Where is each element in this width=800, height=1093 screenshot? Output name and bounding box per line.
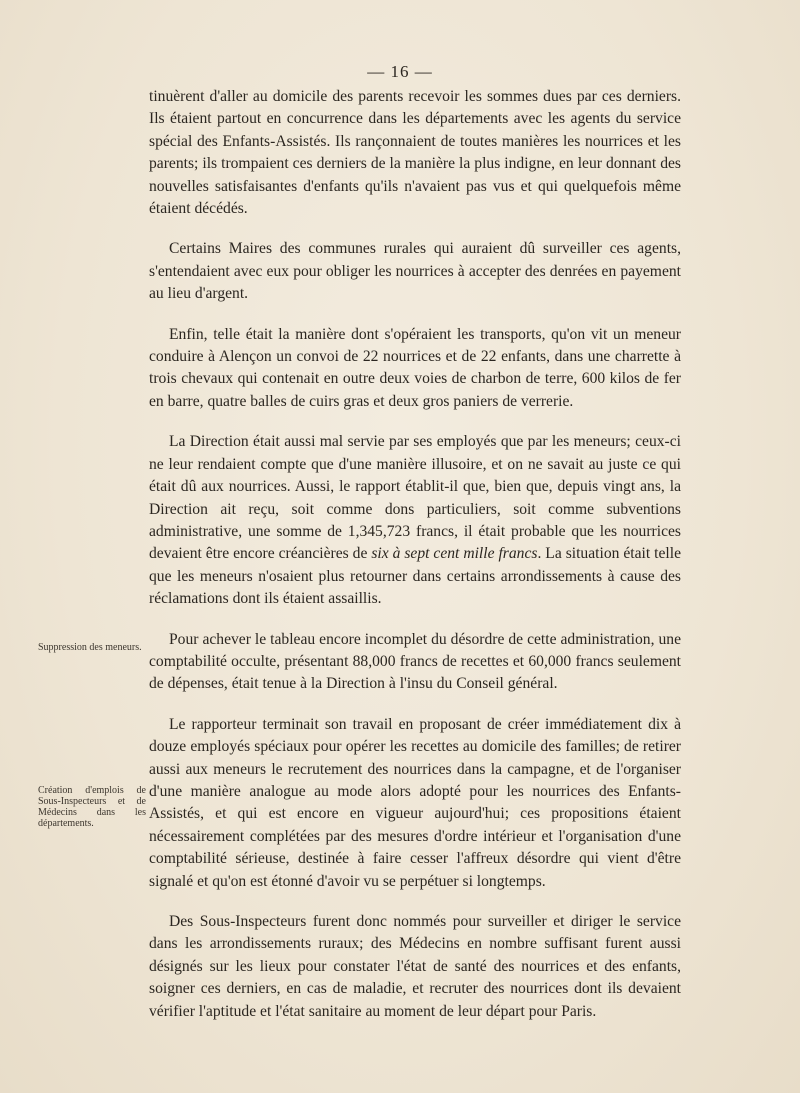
paragraph-4-after: . La situation était telle que les meneurs n'osaient plus retourner dans certains arrondissements à cause des réclamations dont ils étaient assaillis. bbox=[149, 545, 681, 608]
paragraph-4 bbox=[149, 431, 681, 610]
paragraph-1: tinuèrent d'aller au domicile des parents recevoir les sommes dues par ces derniers. Ils étaient partout en concurrence dans les départements avec les agents du service spécial des Enfants-Assistés. Ils rançonnaient de toutes manières les nourrices et les parents; ils trompaient ces derniers de la manière la plus indigne, en leur donnant des nouvelles satisfaisantes d'enfants qu'ils n'avaient pas vus et qui quelquefois même étaient décédés. bbox=[149, 88, 681, 218]
paragraph-5: Pour achever le tableau encore incomplet du désordre de cette administration, une comptabilité occulte, présentant 88,000 francs de recettes et 60,000 francs seulement de dépenses, était tenue à la Direction à l'insu du Conseil général. bbox=[149, 630, 681, 693]
body-text bbox=[149, 86, 681, 1041]
page-number: — 16 — bbox=[367, 62, 433, 81]
margin-note-creation: Création d'emplois de Sous-Inspecteurs et de Médecins dans les départements. bbox=[38, 785, 146, 829]
paragraph-7: Des Sous-Inspecteurs furent donc nommés pour surveiller et diriger le service dans les arrondissements ruraux; des Médecins en nombre suffisant furent aussi désignés sur les lieux pour constater l'état de santé des nourrices et des enfants, soigner ces derniers, en cas de maladie, et recruter des nourrices dont ils devaient vérifier l'aptitude et l'état sanitaire au moment de leur départ pour Paris. bbox=[149, 913, 681, 1020]
paragraph-4-emphasis: six à sept cent mille francs bbox=[371, 545, 538, 563]
paragraph-4-before: La Direction était aussi mal servie par ses employés que par les meneurs; ceux-ci ne leur rendaient compte que d'une manière illusoire, et on ne savait au juste ce qui était dû aux nourrices. Aussi, le rapport établit-il que, bien que, depuis vingt ans, la Direction ait reçu, soit comme dons particuliers, soit comme subventions administrative, une somme de 1,345,723 francs, il était probable que les nourrices devaient être encore créancières de bbox=[149, 433, 681, 563]
margin-note-suppression: Suppression des meneurs. bbox=[38, 642, 142, 653]
paragraph-2: Certains Maires des communes rurales qui auraient dû surveiller ces agents, s'entendaient avec eux pour obliger les nourrices à accepter des denrées en payement au lieu d'argent. bbox=[149, 240, 681, 303]
paragraph-3: Enfin, telle était la manière dont s'opéraient les transports, qu'on vit un meneur conduire à Alençon un convoi de 22 nourrices et de 22 enfants, dans une charrette à trois chevaux qui contenait en outre deux voies de charbon de terre, 600 kilos de fer en barre, quatre balles de cuirs gras et deux gros paniers de verrerie. bbox=[149, 325, 681, 410]
paragraph-6: Le rapporteur terminait son travail en proposant de créer immédiatement dix à douze employés spéciaux pour opérer les recettes au domicile des familles; de retirer aussi aux meneurs le recrutement des nourrices dans la campagne, et de l'organiser d'une manière analogue au mode alors adopté pour les nourrices des Enfants-Assistés, et qui est encore en vigueur aujourd'hui; ces propositions étaient nécessairement complétées par des mesures d'ordre intérieur et l'organisation d'une comptabilité sérieuse, destinée à faire cesser l'affreux désordre qui vient d'être signalé et qu'on est étonné d'avoir vu se perpétuer si longtemps. bbox=[149, 715, 681, 890]
